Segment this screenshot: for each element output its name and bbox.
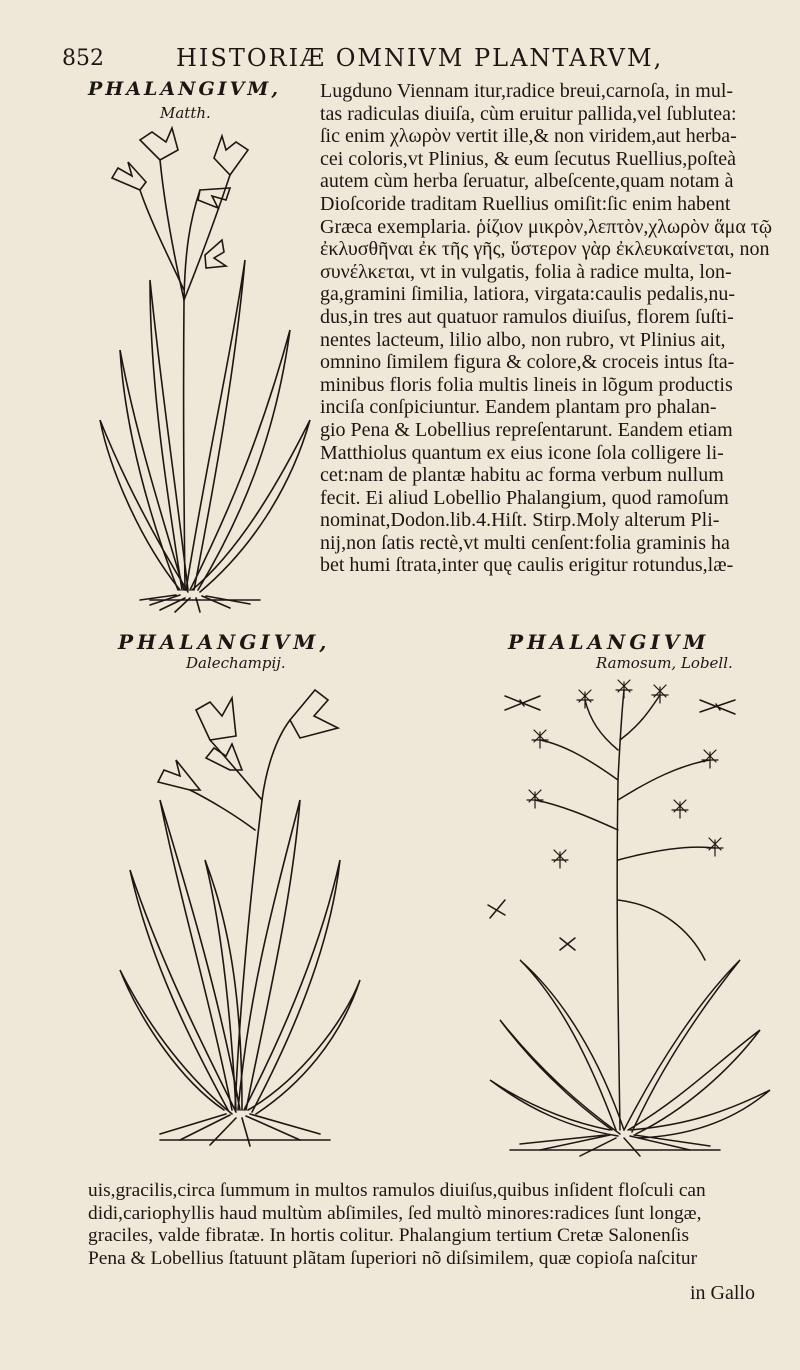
- text-line: graciles, valde fibratæ. In hortis colitur. Phalangium tertium Cretæ Salonenſis: [88, 1225, 689, 1247]
- text-line: gio Pena & Lobellius repreſentarunt. Eandem etiam: [320, 418, 733, 441]
- text-line: dus,in tres aut quatuor ramulos diuiſus, florem ſuſti-: [320, 305, 734, 328]
- figure-1-title: PHALANGIVM,: [88, 78, 281, 100]
- figure-2-title: PHALANGIVM,: [118, 630, 331, 654]
- text-line: Lugduno Viennam itur,radice breui,carnoſa, in mul-: [320, 80, 734, 102]
- text-line: autem cùm herba ſeruatur, albeſcente,quam notam à: [320, 170, 734, 193]
- figure-3-title: PHALANGIVM: [508, 630, 710, 654]
- text-line: Dioſcoride traditam Ruellius omiſit:ſic enim habent: [320, 192, 731, 215]
- figure-3-subtitle: Ramosum, Lobell.: [596, 654, 733, 672]
- text-line: didi,cariophyllis haud multùm abſimiles, ſed multò minores:radices ſunt longæ,: [88, 1202, 702, 1224]
- text-line: ga,gramini ſimilia, latiora, virgata:caulis pedalis,nu-: [320, 283, 736, 306]
- text-line: ſic enim χλωρὸν vertit ille,& non viridem,aut herba-: [320, 125, 737, 148]
- text-line: nominat,Dodon.lib.4.Hiſt. Stirp.Moly alterum Pli-: [320, 509, 720, 532]
- text-line: συνέλκεται, vt in vulgatis, folia à radice multa, lon-: [320, 260, 732, 283]
- text-line: minibus floris folia multis lineis in lõgum productis: [320, 373, 733, 396]
- text-line: cet:nam de plantæ habitu ac forma verbum nullum: [320, 464, 724, 487]
- text-block-lower: [88, 1180, 706, 1270]
- text-line: uis,gracilis,circa ſummum in multos ramulos diuiſus,quibus inſident floſculi can: [88, 1180, 706, 1201]
- figure-2-subtitle: Dalechampij.: [186, 654, 286, 672]
- text-line: omnino ſimilem figura & colore,& croceis intus ſta-: [320, 351, 735, 374]
- text-line: tas radiculas diuiſa, cùm eruitur pallida,vel ſublutea:: [320, 102, 737, 125]
- text-line: fecit. Ei aliud Lobellio Phalangium, quod ramoſum: [320, 486, 729, 509]
- text-line: Pena & Lobellius ſtatuunt plãtam ſuperiori nõ diſsimilem, quæ copioſa naſcitur: [88, 1247, 698, 1269]
- text-line: ἐκλυσθῆναι ἐκ τῆς γῆς, ὕστερον γὰρ ἐκλευκαίνεται, non: [320, 238, 770, 261]
- text-line: Matthiolus quantum ex eius icone ſola colligere li-: [320, 441, 724, 464]
- text-line: nij,non ſatis rectè,vt multi cenſent:folia graminis ha: [320, 531, 730, 554]
- running-title: HISTORIÆ OMNIVM PLANTARVM,: [176, 44, 664, 72]
- text-line: inciſa conſpiciuntur. Eandem plantam pro phalan-: [320, 396, 717, 419]
- figure-1-subtitle: Matth.: [160, 104, 211, 122]
- text-line: Græca exemplaria. ῥίζιον μικρὸν,λεπτὸν,χλωρὸν ἅμα τῷ: [320, 215, 773, 238]
- text-line: cei coloris,vt Plinius, & eum ſecutus Ruellius,poſteà: [320, 147, 737, 170]
- text-line: bet humi ſtrata,inter quę caulis erigitur rotundus,læ-: [320, 554, 734, 577]
- page-number: 852: [62, 46, 104, 71]
- text-line: nentes lacteum, lilio albo, non rubro, vt Plinius ait,: [320, 328, 726, 351]
- catchword: in Gallo: [690, 1282, 755, 1304]
